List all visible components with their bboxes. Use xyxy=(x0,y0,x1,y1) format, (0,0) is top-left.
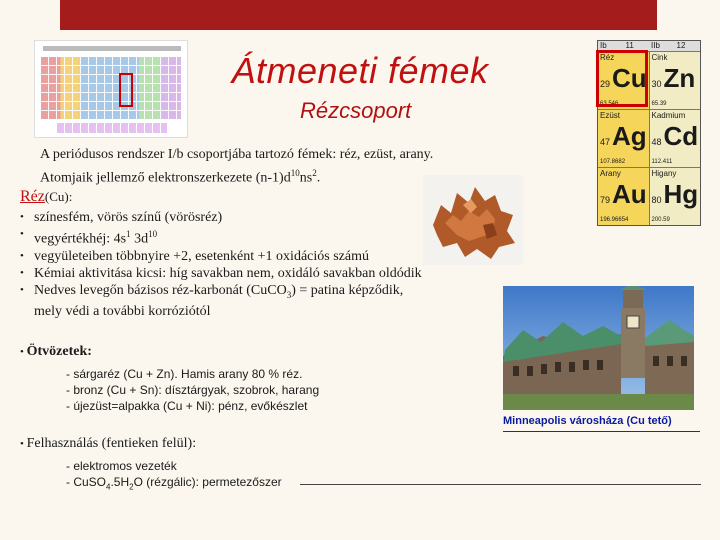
group-number: 11 xyxy=(625,41,634,50)
superscript: 10 xyxy=(148,229,158,239)
element-cell-cd xyxy=(650,110,701,167)
element-symbol: Cu xyxy=(612,63,647,93)
atomic-number: 30 xyxy=(651,79,662,89)
element-cell-hg xyxy=(650,168,701,225)
element-name: Réz xyxy=(600,53,615,62)
intro-line-2-text: Atomjaik jellemző elektronszerkezete (n-1)d xyxy=(40,170,291,186)
element-cell-zn xyxy=(650,52,701,109)
copper-name: Réz xyxy=(20,188,45,205)
atomic-number: 80 xyxy=(651,195,662,205)
list-item: • színesfém, vörös színű (vörösréz) xyxy=(20,209,422,226)
divider xyxy=(300,484,701,485)
superscript: 10 xyxy=(290,168,300,178)
element-cell-au xyxy=(598,168,650,225)
copper-properties-list xyxy=(20,209,422,320)
superscript: 2 xyxy=(312,168,317,178)
list-item-text: vegyértékhéj: 4s xyxy=(34,231,127,247)
element-row xyxy=(598,168,700,225)
atomic-number: 47 xyxy=(600,137,611,147)
list-item-text: - CuSO xyxy=(66,475,107,489)
intro-line-1: A periódusos rendszer I/b csoportjába tartozó fémek: réz, ezüst, arany. xyxy=(40,147,434,162)
group-number: 12 xyxy=(676,41,686,50)
list-item xyxy=(66,474,282,495)
element-symbol: Au xyxy=(612,179,647,209)
list-item-text: Nedves levegőn bázisos réz-karbonát (CuCO xyxy=(34,282,287,298)
subscript: 3 xyxy=(286,289,292,300)
intro-line-2 xyxy=(40,164,433,188)
top-accent-bar xyxy=(60,0,657,30)
element-cell-ag xyxy=(598,110,650,167)
intro-line-2-text: ns xyxy=(299,170,313,186)
copper-nugget-photo xyxy=(423,175,523,265)
minneapolis-city-hall-photo xyxy=(503,286,694,410)
periodic-table-lanthanides xyxy=(57,123,167,133)
list-item: - bronz (Cu + Sn): dísztárgyak, szobrok, harang xyxy=(66,383,320,397)
list-item: • Kémiai aktivitása kicsi: híg savakban nem, oxidáló savakban oldódik xyxy=(20,265,422,282)
group-label: Ib xyxy=(600,41,607,50)
list-item: - újezüst=alpakka (Cu + Ni): pénz, evőkészlet xyxy=(66,399,308,413)
copper-highlight-frame xyxy=(596,50,648,107)
intro-line-2-text: . xyxy=(316,170,321,186)
photo-caption: Minneapolis városháza (Cu tető) xyxy=(503,415,700,432)
list-item-text: ) = patina képződik, xyxy=(291,282,404,298)
list-item-text: 3d xyxy=(130,231,149,247)
group-label: IIb xyxy=(651,41,660,50)
element-name: Arany xyxy=(600,169,621,178)
list-item: • vegyületeiben többnyire +2, esetenként +1 oxidációs számú xyxy=(20,248,422,265)
superscript: 1 xyxy=(126,229,131,239)
list-item xyxy=(20,226,422,248)
element-name: Higany xyxy=(651,169,677,178)
element-name: Ezüst xyxy=(600,111,621,120)
list-item: - elektromos vezeték xyxy=(66,459,177,473)
element-row xyxy=(598,110,700,168)
atomic-mass: 63.546 xyxy=(600,101,619,107)
copper-heading xyxy=(20,188,72,206)
list-item-text: .5H xyxy=(110,475,130,489)
atomic-mass: 196.96654 xyxy=(600,217,629,223)
list-item-continuation: mely védi a további korróziótól xyxy=(34,304,211,320)
atomic-number: 29 xyxy=(600,79,611,89)
atomic-mass: 65.39 xyxy=(651,101,667,107)
list-item: - sárgaréz (Cu + Zn). Hamis arany 80 % réz. xyxy=(66,367,303,381)
copper-symbol: (Cu): xyxy=(44,189,73,204)
atomic-mass: 107.8682 xyxy=(600,159,626,165)
intro-text xyxy=(40,145,433,188)
usage-list xyxy=(66,458,282,495)
atomic-number: 48 xyxy=(651,137,662,147)
atomic-number: 79 xyxy=(600,195,611,205)
subscript: 2 xyxy=(129,482,134,492)
atomic-mass: 200.59 xyxy=(651,217,670,223)
element-name: Kadmium xyxy=(651,111,686,120)
alloys-heading: • Ötvözetek: xyxy=(20,344,92,360)
element-name: Cink xyxy=(651,53,668,62)
slide-subtitle: Rézcsoport xyxy=(300,98,412,123)
list-item xyxy=(20,282,422,321)
list-item-text: O (rézgálic): permetezőszer xyxy=(133,475,282,489)
element-symbol: Zn xyxy=(663,63,696,93)
atomic-mass: 112.411 xyxy=(651,159,673,165)
slide-title: Átmeneti fémek xyxy=(231,50,489,91)
element-symbol: Ag xyxy=(612,121,647,151)
usage-heading: • Felhasználás (fentieken felül): xyxy=(20,436,196,452)
subscript: 4 xyxy=(106,482,111,492)
alloys-list xyxy=(66,366,319,414)
element-symbol: Hg xyxy=(663,179,699,209)
element-symbol: Cd xyxy=(663,121,699,151)
